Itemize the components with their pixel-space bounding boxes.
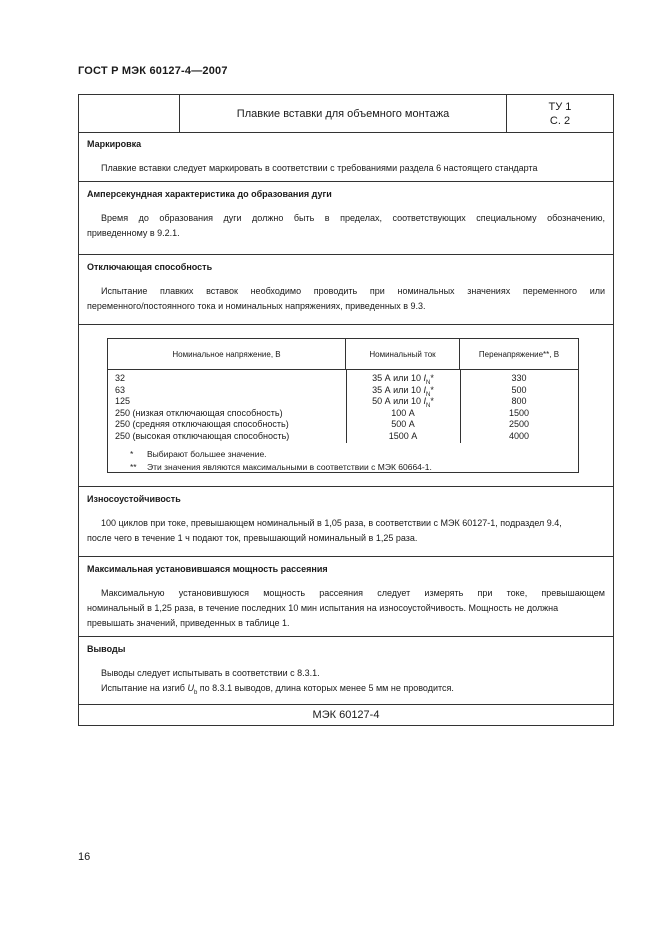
spec-code-cell (507, 95, 613, 132)
section-text (87, 666, 605, 701)
table-body (108, 373, 578, 442)
text-line: приведенному в 9.2.1. (87, 228, 180, 238)
text-line: Испытание плавких вставок необходимо проводить при номинальных значениях переменного или (101, 286, 605, 296)
overvoltage-cell: 800 (511, 396, 527, 406)
section-heading: Амперсекундная характеристика до образования дуги (87, 189, 332, 199)
section-ampere-second (79, 182, 613, 255)
current-cell: 500 А (391, 419, 415, 429)
text-line: номинальный в 1,25 раза, в течение последних 10 мин испытания на износоустойчивость. Мощность не должна (87, 603, 559, 613)
overvoltage-cell: 330 (511, 373, 527, 383)
voltage-cell: 250 (высокая отключающая способность) (115, 430, 290, 441)
empty-cell (79, 95, 180, 132)
section-power-dissipation (79, 557, 613, 637)
section-text (87, 161, 605, 176)
table-row (108, 396, 578, 408)
column-header: Перенапряжение**, В (478, 349, 560, 359)
overvoltage-cell: 4000 (508, 430, 530, 441)
section-table (79, 325, 613, 487)
text-line: Выводы следует испытывать в соответствии с 8.3.1. (101, 668, 320, 678)
overvoltage-cell: 2500 (508, 419, 530, 429)
voltage-cell: 32 (115, 373, 126, 383)
text-line: превышать значений, приведенных в таблице 1. (87, 618, 290, 628)
text-line: переменного/постоянного тока и номинальных напряжениях, приведенных в 9.3. (87, 301, 426, 311)
section-terminals (79, 637, 613, 705)
table-row (108, 385, 578, 397)
overvoltage-cell: 1500 (508, 407, 530, 418)
overvoltage-cell: 500 (511, 384, 527, 395)
section-heading: Износоустойчивость (87, 494, 181, 504)
text-line: после чего в течение 1 ч подают ток, превышающий номинальный в 1,25 раза. (87, 533, 418, 543)
table-row (108, 419, 578, 431)
voltage-cell: 250 (низкая отключающая способность) (115, 407, 283, 418)
table-note: ** Эти значения являются максимальными в соответствии с МЭК 60664-1. (130, 461, 432, 472)
text-line: Испытание на изгиб $U_b$ по 8.3.1 выводов, длина которых менее 5 мм не проводится. (101, 683, 454, 696)
text-line: Максимальную установившуюся мощность рассеяния следует измерять при токе, превышающем (101, 588, 605, 598)
spec-page: С. 2 (549, 114, 571, 127)
current-cell: 50 А или 10 $I_N*$ (372, 396, 434, 409)
current-cell: 1500 А (388, 430, 418, 441)
table-row (108, 431, 578, 443)
section-heading: Отключающая способность (87, 262, 213, 272)
text-line: 100 циклов при токе, превышающем номинальный в 1,05 раза, в соответствии с МЭК 60127-1, подраздел 9.4, (101, 518, 562, 528)
table-row (108, 408, 578, 420)
voltage-cell: 250 (средняя отключающая способность) (115, 419, 289, 429)
section-marking (79, 132, 613, 182)
text-line: Время до образования дуги должно быть в пределах, соответствующих специальному обозначению, (101, 213, 605, 223)
title-row (79, 95, 613, 133)
voltage-cell: 63 (115, 384, 126, 395)
table-notes (130, 448, 432, 473)
voltage-cell: 125 (115, 396, 131, 406)
page-number: 16 (78, 851, 91, 863)
spec-frame (78, 94, 614, 726)
section-endurance (79, 487, 613, 557)
column-header: Номинальное напряжение, В (108, 339, 346, 369)
frame-footer: МЭК 60127-4 (312, 709, 380, 721)
current-cell: 100 А (391, 407, 415, 418)
table-header (108, 339, 578, 370)
table-row (108, 373, 578, 385)
section-heading: Маркировка (87, 139, 142, 149)
document-header: ГОСТ Р МЭК 60127-4—2007 (78, 65, 228, 77)
section-heading: Выводы (87, 644, 126, 654)
column-header: Номинальный ток (346, 339, 460, 369)
section-heading: Максимальная установившаяся мощность рассеяния (87, 564, 328, 574)
table-note: * Выбирают большее значение. (130, 449, 267, 459)
section-text (87, 284, 605, 314)
text-line: Плавкие вставки следует маркировать в соответствии с требованиями раздела 6 настоящего стандарта (101, 163, 538, 173)
section-breaking-capacity (79, 255, 613, 325)
section-text (87, 211, 605, 241)
spec-code: ТУ 1 (548, 100, 572, 113)
current-cell: 35 А или 10 $I_N*$ (372, 373, 434, 386)
section-text (87, 516, 605, 546)
spec-title: Плавкие вставки для объемного монтажа (180, 95, 507, 132)
current-cell: 35 А или 10 $I_N*$ (372, 384, 434, 398)
section-text (87, 586, 605, 631)
overvoltage-table (107, 338, 579, 473)
